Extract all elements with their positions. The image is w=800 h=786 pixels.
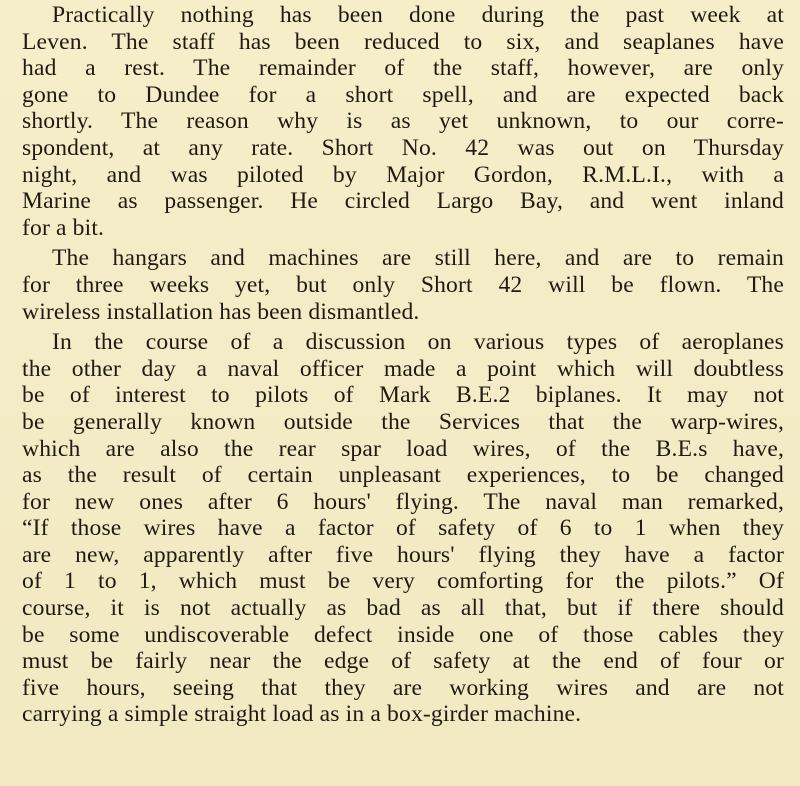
text-line: for new ones after 6 hours' flying. The naval man remarked,: [22, 488, 784, 515]
text-line: wireless installation has been dismantled.: [22, 298, 420, 325]
text-line: be some undiscoverable defect inside one of those cables they: [22, 621, 784, 648]
text-line: The hangars and machines are still here, and are to remain: [52, 245, 784, 272]
text-line: which are also the rear spar load wires, of the B.E.s have,: [22, 435, 784, 462]
text-line: In the course of a discussion on various types of aeroplanes: [52, 329, 784, 356]
text-line: as the result of certain unpleasant experiences, to be changed: [22, 462, 784, 489]
text-line: Practically nothing has been done during the past week at: [52, 2, 784, 28]
text-line: of 1 to 1, which must be very comforting for the pilots.” Of: [22, 568, 784, 595]
text-line: are new, apparently after five hours' flying they have a factor: [22, 541, 784, 568]
text-line: for three weeks yet, but only Short 42 will be flown. The: [22, 271, 784, 298]
text-line: must be fairly near the edge of safety at the end of four or: [22, 648, 784, 675]
article-body: [22, 0, 784, 728]
text-line: be of interest to pilots of Mark B.E.2 biplanes. It may not: [22, 382, 784, 409]
text-line: five hours, seeing that they are working wires and are not: [22, 674, 784, 701]
text-line: Leven. The staff has been reduced to six, and seaplanes have: [22, 28, 784, 55]
text-line: gone to Dundee for a short spell, and are expected back: [22, 81, 784, 108]
text-line: “If those wires have a factor of safety of 6 to 1 when they: [22, 515, 784, 542]
text-line: for a bit.: [22, 214, 105, 241]
paragraph-hangars: [22, 245, 784, 325]
text-line: be generally known outside the Services that the warp-wires,: [22, 408, 784, 435]
text-line: the other day a naval officer made a point which will doubtless: [22, 355, 784, 382]
paragraph-naval-discussion: [22, 329, 784, 728]
text-line: had a rest. The remainder of the staff, however, are only: [22, 55, 784, 82]
text-line: carrying a simple straight load as in a box-girder machine.: [22, 701, 582, 728]
text-line: Marine as passenger. He circled Largo Bay, and went inland: [22, 188, 784, 215]
text-line: spondent, at any rate. Short No. 42 was out on Thursday: [22, 134, 784, 161]
text-line: night, and was piloted by Major Gordon, R.M.L.I., with a: [22, 161, 784, 188]
text-line: course, it is not actually as bad as all that, but if there should: [22, 595, 784, 622]
text-line: shortly. The reason why is as yet unknown, to our corre-: [22, 108, 784, 135]
paragraph-leven-report: [22, 0, 784, 241]
